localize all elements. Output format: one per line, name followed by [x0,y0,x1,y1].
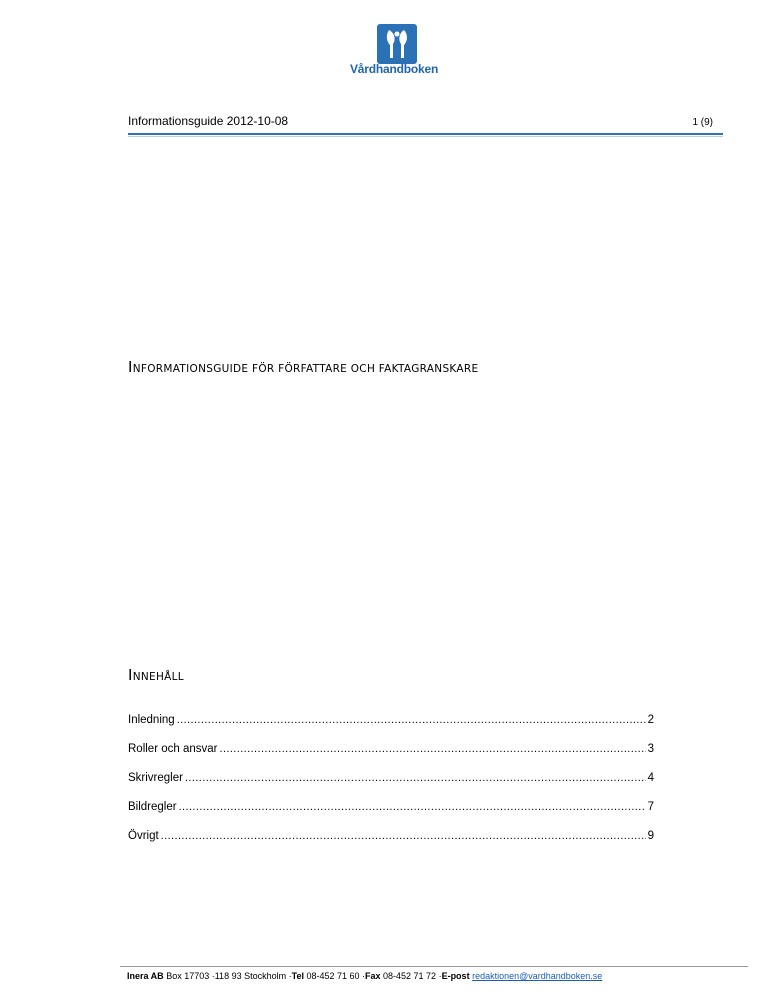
toc-entry-label[interactable]: Övrigt [128,830,159,842]
toc-entry-label[interactable]: Skrivregler [128,772,183,784]
toc-leader-dots [177,714,646,726]
footer-fax-label: Fax [365,971,381,981]
toc-heading-rest: NNEHÅLL [132,671,184,683]
header-divider [128,133,723,135]
title-initial: I [128,358,133,376]
toc-entry-label[interactable]: Inledning [128,714,175,726]
footer-tel-label: Tel [291,971,304,981]
footer-fax: 08-452 71 72 · [380,971,442,981]
vardhandboken-logo [350,24,454,80]
footer [127,971,602,981]
logo-wordmark: Vårdhandboken [350,62,439,76]
toc-leader-dots [161,830,646,842]
toc-entry[interactable] [128,772,654,801]
logo-mark-icon [377,24,417,64]
footer-tel: 08-452 71 60 · [303,971,365,981]
title-rest: NFORMATIONSGUIDE FÖR FÖRFATTARE OCH FAKTAGRANSKARE [132,363,479,375]
toc-heading [128,666,184,684]
table-of-contents [128,714,654,859]
toc-entry-page[interactable]: 2 [647,714,654,726]
toc-entry-page[interactable]: 9 [647,830,654,842]
footer-address: Box 17703 ·118 93 Stockholm · [163,971,292,981]
footer-email-label: E-post [441,971,470,981]
toc-leader-dots [179,801,646,813]
toc-entry-page[interactable]: 3 [647,743,654,755]
toc-entry-label[interactable]: Roller och ansvar [128,743,218,755]
toc-leader-dots [219,743,645,755]
footer-email-link[interactable]: redaktionen@vardhandboken.se [472,971,603,981]
document-title [128,358,478,376]
toc-entry[interactable] [128,743,654,772]
footer-company: Inera AB [127,971,164,981]
toc-entry-label[interactable]: Bildregler [128,801,177,813]
toc-entry[interactable] [128,714,654,743]
page-number: 1 (9) [692,117,713,128]
toc-heading-initial: I [128,666,133,684]
toc-entry[interactable] [128,801,654,830]
header-title: Informationsguide 2012-10-08 [128,114,289,128]
footer-divider [120,966,748,967]
toc-leader-dots [185,772,646,784]
toc-entry-page[interactable]: 7 [647,801,654,813]
toc-entry-page[interactable]: 4 [647,772,654,784]
toc-entry[interactable] [128,830,654,859]
